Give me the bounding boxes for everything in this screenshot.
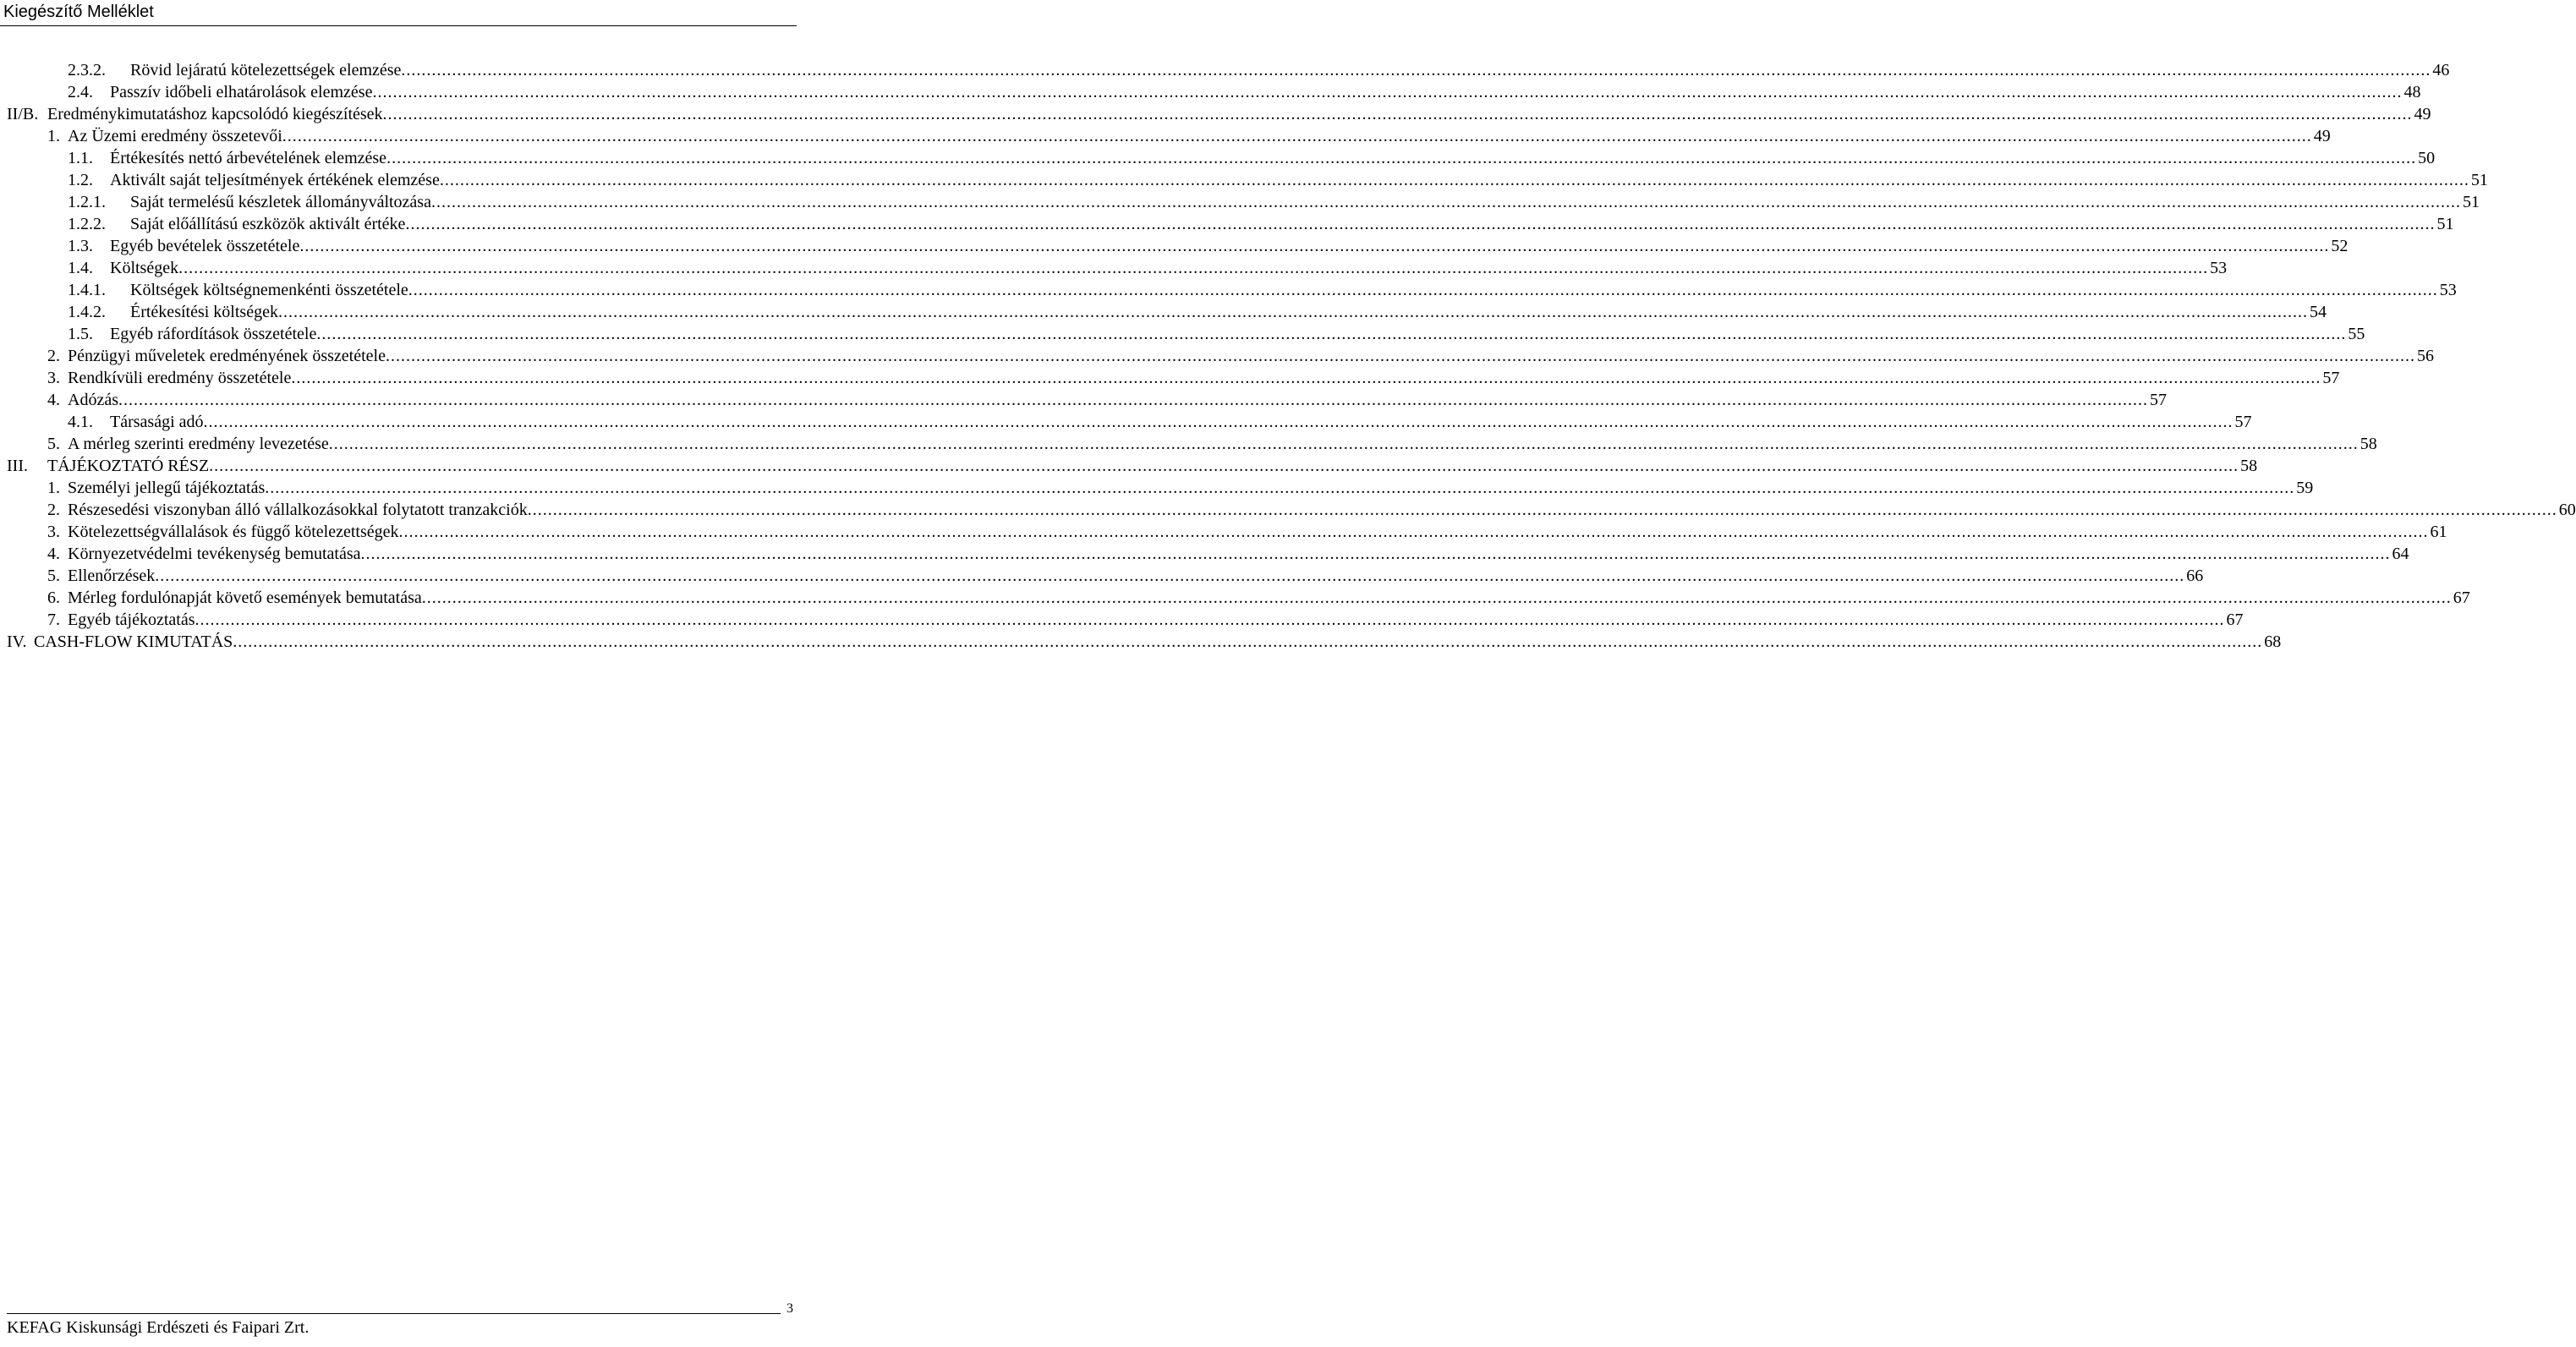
toc-entry-line <box>110 147 2436 169</box>
toc-entry-number: 2.3.2. <box>68 61 106 79</box>
toc-entry-line <box>130 191 2480 213</box>
toc-dot-leader: ................................................................................................................................................................................................................................................................................................................................................................................................................ <box>203 413 2233 431</box>
toc-entry-title: Részesedési viszonyban álló vállalkozásokkal folytatott tranzakciók <box>68 501 528 519</box>
toc-entry-number: IV. <box>7 632 27 651</box>
toc-entry-page: 61 <box>2430 523 2447 541</box>
toc-entry[interactable] <box>0 499 2576 521</box>
toc-entry-line <box>68 477 2314 499</box>
toc-dot-leader: ................................................................................................................................................................................................................................................................................................................................................................................................................ <box>299 237 2330 255</box>
toc-dot-leader: ................................................................................................................................................................................................................................................................................................................................................................................................................ <box>118 391 2148 409</box>
toc-entry-title: Mérleg fordulónapját követő események bemutatása <box>68 589 422 607</box>
toc-dot-leader: ................................................................................................................................................................................................................................................................................................................................................................................................................ <box>209 457 2239 475</box>
toc-entry-number: 1.2. <box>68 171 93 189</box>
toc-entry-line <box>47 103 2431 125</box>
toc-entry-page: 53 <box>2439 281 2457 299</box>
toc-dot-leader: ................................................................................................................................................................................................................................................................................................................................................................................................................ <box>405 215 2436 233</box>
toc-entry-number: 3. <box>47 369 60 387</box>
toc-dot-leader: ................................................................................................................................................................................................................................................................................................................................................................................................................ <box>408 281 2438 299</box>
toc-entry-title: Költségek <box>110 259 179 277</box>
footer-company: KEFAG Kiskunsági Erdészeti és Faipari Zrt. <box>7 1318 310 1337</box>
toc-dot-leader: ................................................................................................................................................................................................................................................................................................................................................................................................................ <box>382 105 2413 123</box>
toc-entry-title: Értékesítési költségek <box>130 303 278 321</box>
toc-dot-leader: ................................................................................................................................................................................................................................................................................................................................................................................................................ <box>328 435 2359 453</box>
toc-entry-page: 54 <box>2309 303 2327 321</box>
toc-entry-page: 51 <box>2462 193 2480 211</box>
toc-entry-page: 49 <box>2313 127 2331 145</box>
toc-entry-line <box>130 59 2450 81</box>
toc-entry-number: 2. <box>47 501 60 519</box>
toc-entry-number: 1.3. <box>68 237 93 255</box>
toc-entry-number: 2. <box>47 347 60 365</box>
toc-entry-line <box>34 631 2282 653</box>
toc-entry-number: 7. <box>47 611 60 629</box>
toc-entry-number: III. <box>7 457 28 475</box>
toc-entry-number: 1.4. <box>68 259 93 277</box>
toc-entry-title: Egyéb tájékoztatás <box>68 611 195 629</box>
toc-entry-title: Értékesítés nettó árbevételének elemzése <box>110 149 387 167</box>
toc-entry-line <box>47 455 2258 477</box>
toc-entry[interactable] <box>0 411 2252 433</box>
toc-entry[interactable] <box>0 455 2258 477</box>
toc-entry[interactable] <box>0 191 2480 213</box>
toc-entry-number: 2.4. <box>68 83 93 101</box>
toc-entry-line <box>110 323 2365 345</box>
toc-entry-number: 1.5. <box>68 325 93 343</box>
toc-entry-page: 66 <box>2186 567 2204 585</box>
toc-entry[interactable] <box>0 433 2377 455</box>
toc-dot-leader: ................................................................................................................................................................................................................................................................................................................................................................................................................ <box>233 632 2263 651</box>
toc-entry-page: 67 <box>2226 611 2244 629</box>
toc-entry-number: 1.2.1. <box>68 193 106 211</box>
toc-entry-page: 48 <box>2403 83 2421 101</box>
toc-entry-title: CASH-FLOW KIMUTATÁS <box>34 632 233 651</box>
toc-entry-page: 67 <box>2453 589 2470 607</box>
toc-entry-number: II/B. <box>7 105 39 123</box>
toc-entry-number: 1.2.2. <box>68 215 106 233</box>
toc-entry[interactable] <box>0 125 2331 147</box>
toc-entry-page: 57 <box>2322 369 2340 387</box>
toc-entry[interactable] <box>0 543 2409 565</box>
toc-entry-title: Eredménykimutatáshoz kapcsolódó kiegészítések <box>47 105 383 123</box>
toc-entry[interactable] <box>0 389 2167 411</box>
toc-entry[interactable] <box>0 169 2488 191</box>
toc-entry-number: 4. <box>47 391 60 409</box>
toc-dot-leader: ................................................................................................................................................................................................................................................................................................................................................................................................................ <box>155 567 2185 585</box>
toc-dot-leader: ................................................................................................................................................................................................................................................................................................................................................................................................................ <box>430 193 2461 211</box>
toc-dot-leader: ................................................................................................................................................................................................................................................................................................................................................................................................................ <box>398 523 2429 541</box>
toc-dot-leader: ................................................................................................................................................................................................................................................................................................................................................................................................................ <box>178 259 2209 277</box>
toc-entry-page: 59 <box>2296 479 2314 497</box>
toc-entry-line <box>68 521 2447 543</box>
toc-entry-line <box>68 125 2331 147</box>
toc-entry-number: 1.4.2. <box>68 303 106 321</box>
toc-entry-page: 56 <box>2416 347 2434 365</box>
toc-dot-leader: ................................................................................................................................................................................................................................................................................................................................................................................................................ <box>439 171 2469 189</box>
toc-entry-title: Rendkívüli eredmény összetétele <box>68 369 292 387</box>
toc-entry-title: Egyéb bevételek összetétele <box>110 237 300 255</box>
table-of-contents <box>0 59 2576 653</box>
toc-entry-line <box>68 433 2377 455</box>
toc-entry[interactable] <box>0 477 2314 499</box>
toc-entry[interactable] <box>0 345 2434 367</box>
toc-entry-line <box>110 411 2252 433</box>
toc-dot-leader: ................................................................................................................................................................................................................................................................................................................................................................................................................ <box>316 325 2347 343</box>
toc-entry-line <box>110 235 2349 257</box>
toc-entry-page: 60 <box>2558 501 2576 519</box>
toc-entry-line <box>68 543 2409 565</box>
toc-entry-title: Adózás <box>68 391 118 409</box>
toc-entry-page: 52 <box>2331 237 2349 255</box>
toc-entry-page: 53 <box>2210 259 2228 277</box>
toc-dot-leader: ................................................................................................................................................................................................................................................................................................................................................................................................................ <box>372 83 2403 101</box>
toc-entry[interactable] <box>0 257 2228 279</box>
toc-entry-line <box>130 279 2457 301</box>
toc-entry-number: 3. <box>47 523 60 541</box>
toc-entry-page: 57 <box>2149 391 2167 409</box>
toc-entry-line <box>68 565 2204 587</box>
toc-entry-title: Az Üzemi eredmény összetevői <box>68 127 282 145</box>
toc-dot-leader: ................................................................................................................................................................................................................................................................................................................................................................................................................ <box>421 589 2452 607</box>
toc-entry-page: 50 <box>2418 149 2436 167</box>
toc-entry-title: Saját termelésű készletek állományváltozása <box>130 193 431 211</box>
toc-dot-leader: ................................................................................................................................................................................................................................................................................................................................................................................................................ <box>265 479 2295 497</box>
toc-dot-leader: ................................................................................................................................................................................................................................................................................................................................................................................................................ <box>360 545 2391 563</box>
header-title: Kiegészítő Melléklet <box>3 3 154 21</box>
page-number: 3 <box>787 1301 793 1316</box>
toc-entry[interactable] <box>0 81 2421 103</box>
toc-dot-leader: ................................................................................................................................................................................................................................................................................................................................................................................................................ <box>282 127 2312 145</box>
toc-dot-leader: ................................................................................................................................................................................................................................................................................................................................................................................................................ <box>385 347 2415 365</box>
toc-dot-leader: ................................................................................................................................................................................................................................................................................................................................................................................................................ <box>195 611 2225 629</box>
toc-entry-title: Pénzügyi műveletek eredményének összetétele <box>68 347 386 365</box>
toc-entry-title: Társasági adó <box>110 413 204 431</box>
toc-entry[interactable] <box>0 59 2450 81</box>
toc-entry-line <box>110 169 2488 191</box>
toc-entry[interactable] <box>0 565 2204 587</box>
toc-entry-title: Ellenőrzések <box>68 567 156 585</box>
toc-entry-number: 5. <box>47 435 60 453</box>
toc-entry-title: Kötelezettségvállalások és függő kötelezettségek <box>68 523 399 541</box>
toc-entry-line <box>68 499 2576 521</box>
toc-entry[interactable] <box>0 235 2349 257</box>
toc-entry-title: Rövid lejáratú kötelezettségek elemzése <box>130 61 402 79</box>
toc-entry-page: 46 <box>2432 61 2450 79</box>
toc-entry-page: 58 <box>2240 457 2258 475</box>
toc-entry-line <box>68 345 2434 367</box>
toc-dot-leader: ................................................................................................................................................................................................................................................................................................................................................................................................................ <box>291 369 2321 387</box>
toc-entry[interactable] <box>0 103 2431 125</box>
toc-dot-leader: ................................................................................................................................................................................................................................................................................................................................................................................................................ <box>401 61 2431 79</box>
toc-entry-page: 64 <box>2392 545 2409 563</box>
toc-entry-page: 68 <box>2264 632 2282 651</box>
toc-entry-number: 4. <box>47 545 60 563</box>
toc-entry-number: 1.4.1. <box>68 281 106 299</box>
toc-entry[interactable] <box>0 279 2457 301</box>
toc-entry[interactable] <box>0 587 2470 609</box>
toc-entry-number: 6. <box>47 589 60 607</box>
toc-entry-line <box>130 301 2327 323</box>
toc-entry-title: Passzív időbeli elhatárolások elemzése <box>110 83 373 101</box>
toc-entry-title: TÁJÉKOZTATÓ RÉSZ <box>47 457 210 475</box>
toc-entry-line <box>110 257 2228 279</box>
toc-entry-title: A mérleg szerinti eredmény levezetése <box>68 435 329 453</box>
toc-entry[interactable] <box>0 147 2436 169</box>
toc-entry-number: 5. <box>47 567 60 585</box>
toc-entry-page: 51 <box>2470 171 2488 189</box>
toc-entry-page: 51 <box>2436 215 2454 233</box>
toc-dot-leader: ................................................................................................................................................................................................................................................................................................................................................................................................................ <box>386 149 2417 167</box>
toc-entry-page: 55 <box>2348 325 2365 343</box>
toc-entry-title: Költségek költségnemenkénti összetétele <box>130 281 408 299</box>
toc-entry[interactable] <box>0 609 2244 631</box>
toc-entry-page: 58 <box>2360 435 2377 453</box>
footer-divider <box>7 1313 781 1314</box>
toc-entry-title: Aktivált saját teljesítmények értékének elemzése <box>110 171 440 189</box>
toc-entry-title: Saját előállítású eszközök aktivált értéke <box>130 215 406 233</box>
toc-entry[interactable] <box>0 301 2327 323</box>
toc-entry-title: Személyi jellegű tájékoztatás <box>68 479 266 497</box>
toc-entry-line <box>110 81 2421 103</box>
toc-dot-leader: ................................................................................................................................................................................................................................................................................................................................................................................................................ <box>527 501 2557 519</box>
toc-entry[interactable] <box>0 213 2454 235</box>
toc-entry[interactable] <box>0 367 2340 389</box>
toc-entry[interactable] <box>0 323 2365 345</box>
toc-entry-number: 1. <box>47 127 60 145</box>
toc-entry-line <box>68 389 2167 411</box>
toc-entry-number: 1. <box>47 479 60 497</box>
toc-entry-line <box>130 213 2454 235</box>
toc-entry-number: 4.1. <box>68 413 93 431</box>
toc-entry-number: 1.1. <box>68 149 93 167</box>
toc-entry-line <box>68 587 2470 609</box>
toc-entry-line <box>68 609 2244 631</box>
toc-entry[interactable] <box>0 631 2282 653</box>
toc-dot-leader: ................................................................................................................................................................................................................................................................................................................................................................................................................ <box>277 303 2308 321</box>
toc-entry-line <box>68 367 2340 389</box>
toc-entry-page: 49 <box>2414 105 2431 123</box>
toc-entry-title: Környezetvédelmi tevékenység bemutatása <box>68 545 361 563</box>
toc-entry-title: Egyéb ráfordítások összetétele <box>110 325 317 343</box>
toc-entry-page: 57 <box>2234 413 2252 431</box>
toc-entry[interactable] <box>0 521 2447 543</box>
page-header <box>0 0 797 26</box>
